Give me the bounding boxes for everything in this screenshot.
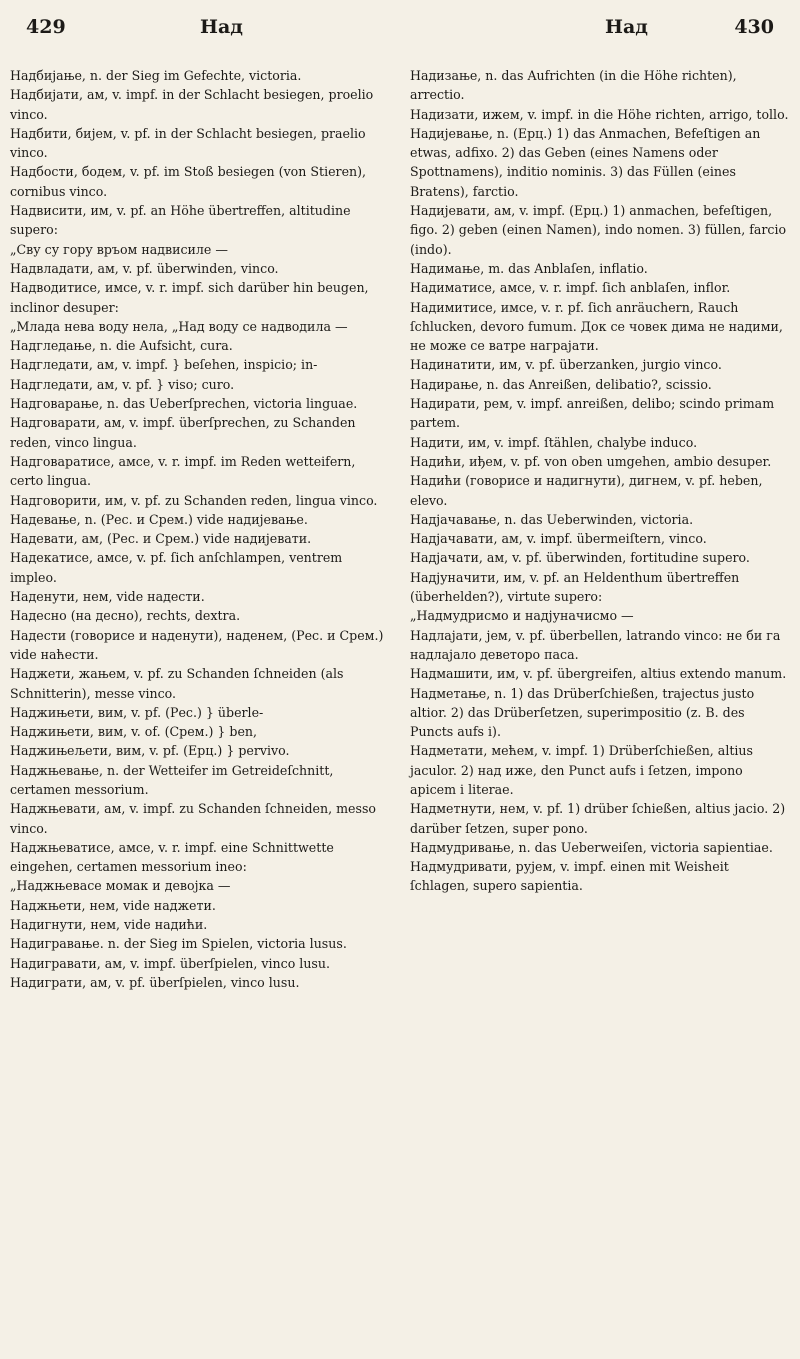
dictionary-entry: Надметање, n. 1) das Drüberſchießen, trajectus justo altior. 2) das Drüberſetzen, superimpositio (z. B. des Puncts aufs i). bbox=[410, 685, 755, 740]
dictionary-entry: Надиграти, ам, v. pf. überſpielen, vinco lusu. bbox=[10, 974, 300, 990]
dictionary-entry: Надбости, бодем, v. pf. im Stoß besiegen (von Stieren), cornibus vinco. bbox=[10, 164, 367, 199]
dictionary-entry: Надити, им, v. impf. ſtählen, chalybe induco. bbox=[410, 434, 698, 450]
dictionary-entry: Надгледање, n. die Aufsicht, cura. bbox=[10, 338, 233, 354]
dictionary-entry: Надбијати, ам, v. impf. in der Schlacht besiegen, proelio vinco. bbox=[10, 87, 374, 122]
dictionary-entry: Надијевање, n. (Ерц.) 1) das Anmachen, Befeſtigen an etwas, adfixo. 2) das Geben (eines Namens oder Spottnamens), inditio nominis. 3) das Füllen (eines Bratens), farctio. bbox=[410, 125, 761, 199]
running-head-right: Над bbox=[605, 16, 648, 38]
page-number-right: 430 bbox=[734, 16, 774, 38]
dictionary-entry: „Наджњевасе момак и девојка — bbox=[10, 878, 231, 894]
dictionary-entry: Надмашити, им, v. pf. übergreifen, altius extendo manum. bbox=[410, 666, 787, 682]
dictionary-entry: Наджњеватисе, амсе, v. r. impf. eine Schnittwette eingehen, certamen messorium ineo: bbox=[10, 839, 334, 875]
dictionary-entry: Надвисити, им, v. pf. an Höhe übertreffen, altitudine supero: bbox=[10, 203, 351, 238]
dictionary-entry: Надирање, n. das Anreißen, delibatio?, scissio. bbox=[410, 376, 712, 392]
dictionary-entry: „Надмудрисмо и надјуначисмо — bbox=[410, 608, 634, 624]
dictionary-entry: Надметнути, нем, v. pf. 1) drüber ſchießen, altius jacio. 2) darüber ſetzen, super pono. bbox=[410, 801, 786, 836]
dictionary-entry: „Сву су гору връом надвисиле — bbox=[10, 241, 228, 257]
dictionary-entry: Надговарати, ам, v. impf. überſprechen, zu Schanden reden, vinco linguа. bbox=[10, 415, 356, 450]
dictionary-entry: Наджњети, нем, vide наджети. bbox=[10, 897, 216, 913]
dictionary-entry: Наджњевати, ам, v. impf. zu Schanden ſchneiden, messo vinco. bbox=[10, 801, 377, 836]
dictionary-entry: Надиматисе, амсе, v. r. impf. ſich anblaſen, inflor. bbox=[410, 280, 731, 296]
dictionary-entry: Надмудривање, n. das Ueberweiſen, victoria sapientiae. bbox=[410, 839, 773, 855]
page-number-left: 429 bbox=[26, 16, 66, 38]
running-head-left: Над bbox=[200, 16, 243, 38]
dictionary-entry: Надесно (на десно), rechts, dextra. bbox=[10, 608, 241, 624]
dictionary-entry: Надбијање, n. der Sieg im Gefechte, victoria. bbox=[10, 68, 302, 83]
dictionary-entry: Надјачавање, n. das Ueberwinden, victoria. bbox=[410, 511, 694, 527]
dictionary-entry: Надирати, рем, v. impf. anreißen, delibo; scindo primam partem. bbox=[410, 396, 775, 431]
dictionary-entry: Надгледати, ам, v. impf. } beſehen, inspicio; in- bbox=[10, 357, 318, 373]
dictionary-entry: Надлајати, јем, v. pf. überbellen, latrando vinco: не би га надлајало деветоро паса. bbox=[410, 627, 781, 662]
dictionary-entry: Надигнути, нем, vide надићи. bbox=[10, 917, 208, 933]
dictionary-entry: Надбити, бијем, v. pf. in der Schlacht besiegen, praelio vinco. bbox=[10, 125, 366, 161]
dictionary-entry: Надизање, n. das Aufrichten (in die Höhe richten), arrectio. bbox=[410, 68, 737, 103]
dictionary-entry: Наджињети, вим, v. pf. (Рес.) } überle- bbox=[10, 704, 264, 720]
dictionary-entry: Надјуначити, им, v. pf. an Heldenthum übertreffen (überheldеn?), virtute supero: bbox=[410, 569, 740, 605]
two-column-body bbox=[10, 66, 790, 992]
dictionary-entry: Надизати, ижем, v. impf. in die Höhe richten, arrigo, tollo. bbox=[410, 106, 789, 122]
dictionary-entry: Надигравање. n. der Sieg im Spielen, victoria lusus. bbox=[10, 936, 347, 952]
dictionary-entry: Надјачати, ам, v. pf. überwinden, fortitudine supero. bbox=[410, 550, 750, 566]
dictionary-entry: Надгледати, ам, v. pf. } viso; curo. bbox=[10, 376, 235, 392]
dictionary-entry: Надићи, иђем, v. pf. von oben umgehen, ambio desuper. bbox=[410, 453, 772, 469]
dictionary-entry: Наджети, жањем, v. pf. zu Schanden ſchneiden (als Schnitterin), messe vinco. bbox=[10, 666, 344, 701]
dictionary-entry: Надинатити, им, v. pf. überzanken, jurgio vinco. bbox=[410, 357, 722, 373]
dictionary-entry: Наджињељети, вим, v. pf. (Ерц.) } pervivo. bbox=[10, 743, 290, 759]
dictionary-entry: Надјачавати, ам, v. impf. übermeiſtern, vinco. bbox=[410, 531, 707, 547]
dictionary-entry: Надевати, ам, (Рес. и Срем.) vide надијевати. bbox=[10, 531, 312, 547]
dictionary-entry: Надговаратисе, амсе, v. r. impf. im Reden wetteifern, certo lingua. bbox=[10, 453, 356, 489]
left-column bbox=[10, 66, 390, 992]
dictionary-entry: Надметати, мећем, v. impf. 1) Drüberſchießen, altius jaculor. 2) над иже, den Punct aufs i ſetzen, impono apicem i literae. bbox=[410, 743, 754, 797]
dictionary-entry: Надводитисе, имсе, v. r. impf. sich darüber hin beugen, inclinor desuper: bbox=[10, 280, 369, 315]
dictionary-entry: Наджињети, вим, v. of. (Срем.) } ben, bbox=[10, 724, 258, 740]
dictionary-entry: Надигравати, ам, v. impf. überſpielen, vinco lusu. bbox=[10, 955, 331, 971]
dictionary-entry: Надести (говорисе и наденути), наденем, (Рес. и Срем.) vide наћести. bbox=[10, 627, 384, 662]
page-header bbox=[10, 8, 790, 66]
dictionary-entry: Наджњевање, n. der Wetteifer im Getreideſchnitt, certamen messorium. bbox=[10, 762, 334, 797]
right-column bbox=[410, 66, 790, 992]
dictionary-entry: Надвладати, ам, v. pf. überwinden, vinco. bbox=[10, 260, 279, 276]
dictionary-entry: Наденути, нем, vide надести. bbox=[10, 589, 205, 605]
dictionary-entry: Надијевати, ам, v. impf. (Ерц.) 1) anmachen, befeſtigen, figo. 2) geben (einen Namen), indo nomen. 3) füllen, farcio (indo). bbox=[410, 203, 787, 257]
dictionary-entry: „Млада нева воду нела, „Над воду се надводила — bbox=[10, 318, 348, 334]
dictionary-entry: Надимање, m. das Anblaſen, inflatio. bbox=[410, 260, 648, 276]
dictionary-entry: Надговарање, n. das Ueberſprechen, victoria linguae. bbox=[10, 396, 358, 412]
dictionary-entry: Надимитисе, имсе, v. r. pf. ſich anräuchern, Rauch ſchlucken, devoro fumum. Док се човек дима не надими, не може се ватре награјати. bbox=[410, 299, 783, 354]
dictionary-entry: Надевање, n. (Рес. и Срем.) vide надијевање. bbox=[10, 511, 308, 527]
dictionary-entry: Надмудривати, рујем, v. impf. einen mit Weisheit ſchlagen, supero sapientia. bbox=[410, 859, 729, 894]
dictionary-entry: Надићи (говорисе и надигнути), дигнем, v. pf. heben, elevo. bbox=[410, 473, 763, 508]
dictionary-entry: Надекатисе, амсе, v. pf. ſich anſchlampen, ventrem impleo. bbox=[10, 550, 343, 585]
dictionary-entry: Надговорити, им, v. pf. zu Schanden reden, lingua vinco. bbox=[10, 492, 378, 508]
